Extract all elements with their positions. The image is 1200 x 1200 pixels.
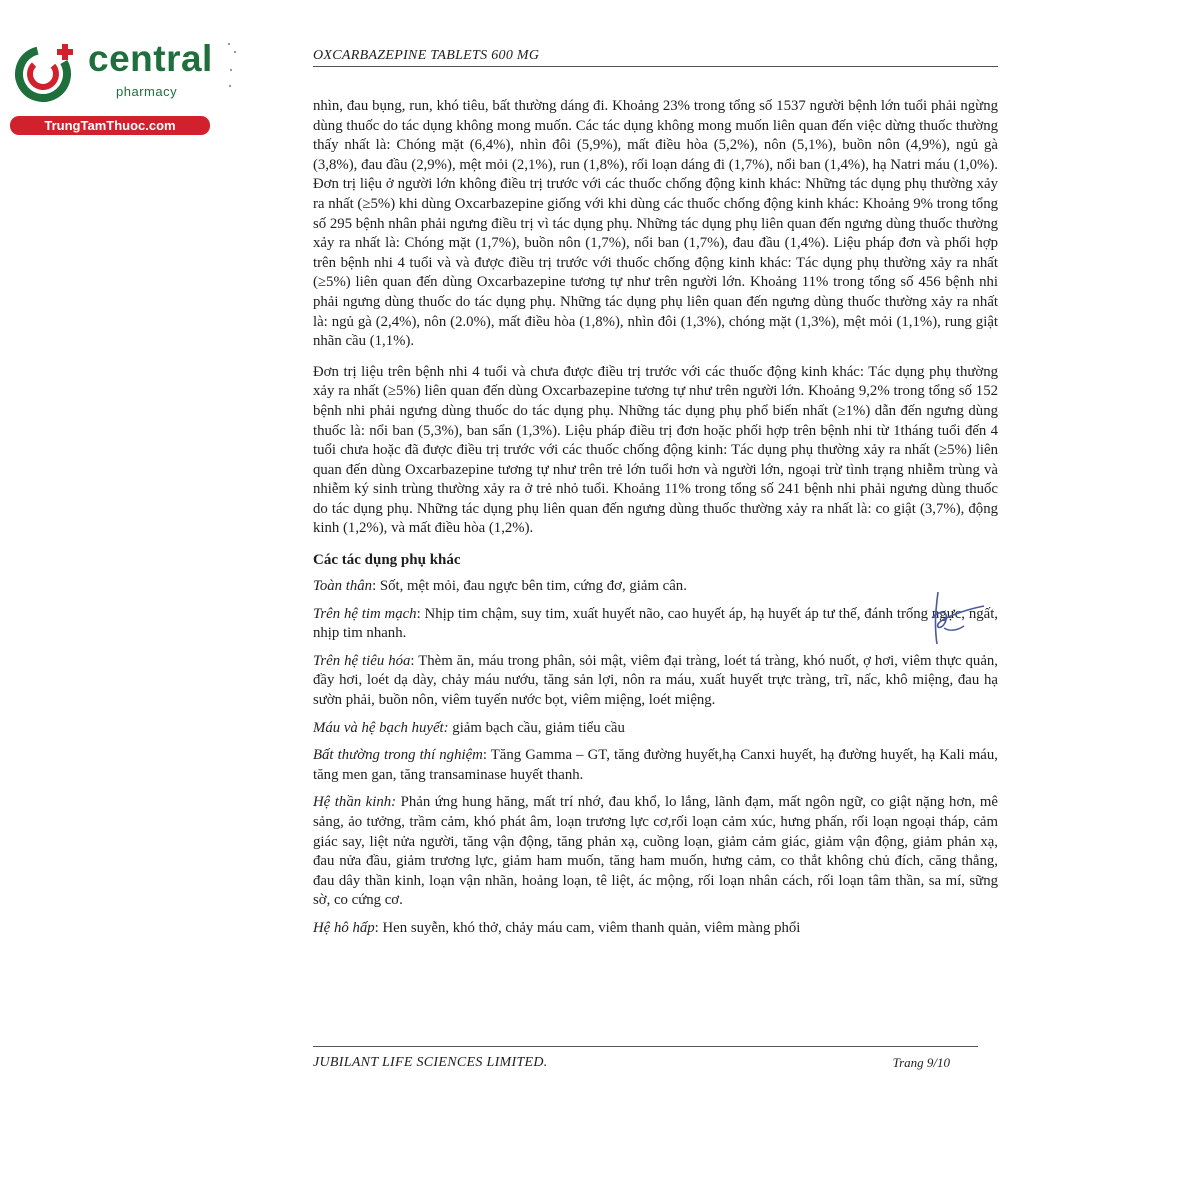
side-effect-lab-abnormalities: Bất thường trong thí nghiệm: Tăng Gamma – GT, tăng đường huyết,hạ Canxi huyết, hạ đường huyết, hạ Kali máu, tăng men gan, tăng transaminase huyết thanh.	[313, 747, 998, 783]
paragraph-adult-side-effects: nhìn, đau bụng, run, khó tiêu, bất thường dáng đi. Khoảng 23% trong tổng số 1537 người bệnh lớn tuổi phải ngừng dùng thuốc do tác dụng không mong muốn. Các tác dụng không mong muốn liên quan đến việc dừng thuốc thường thấy nhất là: Chóng mặt (6,4%), nhìn đôi (5,9%), mất điều hòa (5,2%), nôn (5,1%), buồn nôn (4,9%), ngủ gà (3,8%), đau đầu (2,9%), mệt mỏi (2,1%), run (1,8%), rối loạn dáng đi (1,7%), nổi ban (1,4%), hạ Natri máu (1,0%). Đơn trị liệu ở người lớn không điều trị trước với các thuốc chống động kinh khác: Những tác dụng phụ thường xảy ra nhất (≥5%) khi dùng Oxcarbazepine giống với khi dùng các thuốc chống động kinh khác: Khoảng 9% trong tổng số 295 bệnh nhân phải ngưng điều trị vì tác dụng phụ. Những tác dụng phụ liên quan đến ngưng dùng thuốc thường xảy ra nhất là: Chóng mặt (1,7%), buồn nôn (1,7%), nổi ban (1,7%), đau đầu (1,4%). Liệu pháp đơn và phối hợp trên bệnh nhi 4 tuổi và và được điều trị trước với thuốc chống động kinh khác: Tác dụng phụ thường xảy ra nhất (≥5%) liên quan đến dùng Oxcarbazepine tương tự như trên người lớn. Khoảng 11% trong tổng số 456 bệnh nhi phải ngưng dùng thuốc do tác dụng phụ. Những tác dụng phụ liên quan đến ngưng dùng thuốc thường xảy ra nhất là: ngủ gà (2,4%), nôn (2.0%), mất điều hòa (1,8%), nhìn đôi (1,3%), chóng mặt (1,3%), mệt mỏi (1,1%), rung giật nhãn cầu (1,1%).	[313, 98, 998, 350]
central-pharmacy-logo	[10, 36, 215, 138]
page-number: Trang 9/10	[892, 1055, 950, 1070]
logo-website-banner: TrungTamThuoc.com	[10, 116, 210, 135]
side-effect-text: Nhịp tim chậm, suy tim, xuất huyết não, cao huyết áp, hạ huyết áp tư thế, đánh trống ngực, ngất, nhịp tim nhanh.	[313, 605, 998, 642]
side-effect-digestive: Trên hệ tiêu hóa: Thèm ăn, máu trong phân, sỏi mật, viêm đại tràng, loét tá tràng, khó nuốt, ợ hơi, viêm thực quản, đầy hơi, loét dạ dày, chảy máu nướu, tăng sản lợi, nôn ra máu, xuất huyết trực tràng, trĩ, nấc, khô miệng, đau hạ sườn phải, buồn nôn, viêm tuyến nước bọt, viêm miệng, loét miệng.	[313, 652, 998, 709]
section-title-other-side-effects: Các tác dụng phụ khác	[313, 552, 461, 569]
side-effect-text: Thèm ăn, máu trong phân, sỏi mật, viêm đại tràng, loét tá tràng, khó nuốt, ợ hơi, viêm thực quản, đầy hơi, loét dạ dày, chảy máu nướu, tăng sản lợi, nôn ra máu, xuất huyết trực tràng, trĩ, nấc, khô miệng, đau hạ sườn phải, buồn nôn, viêm tuyến nước bọt, viêm miệng, loét miệng.	[313, 652, 998, 709]
side-effect-respiratory: Hệ hô hấp: Hen suyễn, khó thở, chảy máu cam, viêm thanh quản, viêm màng phổi	[313, 919, 801, 936]
side-effect-blood	[313, 719, 998, 739]
side-effect-label: Máu và hệ bạch huyết:	[313, 719, 449, 736]
side-effect-text: Phản ứng hung hăng, mất trí nhớ, đau khổ, lo lắng, lãnh đạm, mất ngôn ngữ, co giật nặng hơn, mê sảng, ảo tưởng, trầm cảm, khó phát âm, loạn trương lực cơ,rối loạn cảm xúc, hưng phấn, rối loạn ngoại tháp, cảm giác say, liệt nửa người, tăng vận động, tăng phản xạ, cuồng loạn, giảm cảm giác, giảm vận động, giảm phản xạ, đau nửa đầu, giảm trương lực, giảm ham muốn, tăng ham muốn, hưng cảm, co thắt không chủ đích, căng thẳng, đau dây thần kinh, loạn vận nhãn, hoảng loạn, tê liệt, ác mộng, rối loạn nhân cách, rối loạn tâm thần, sa mí, sững sờ, co cứng cơ.	[313, 794, 998, 909]
paragraph-pediatric-side-effects: Đơn trị liệu trên bệnh nhi 4 tuổi và chưa được điều trị trước với các thuốc động kinh khác: Tác dụng phụ thường xảy ra nhất (≥5%) liên quan đến dùng Oxcarbazepine tương tự như trên người lớn. Khoảng 9,2% trong tổng số 152 bệnh nhi phải ngưng dùng thuốc do tác dụng phụ. Những tác dụng phụ phổ biến nhất (≥1%) dẫn đến ngưng dùng thuốc là: nổi ban (5,3%), ban sẩn (1,3%). Liệu pháp điều trị đơn hoặc phối hợp trên bệnh nhi từ 1tháng tuổi đến 4 tuổi chưa hoặc đã được điều trị trước với các thuốc chống động kinh: Tác dụng phụ thường xảy ra nhất (≥5%) liên quan đến dùng Oxcarbazepine tương tự như trên trẻ lớn tuổi hơn và người lớn, ngoại trừ tình trạng nhiễm trùng và nhiễm ký sinh trùng thường xảy ra ở trẻ nhỏ tuổi. Khoảng 11% trong tổng số 241 bệnh nhi phải ngưng dùng thuốc do tác dụng phụ. Những tác dụng phụ liên quan đến ngưng dùng thuốc thường xảy ra nhất là: co giật (3,7%), động kinh (1,2%), và mất điều hòa (1,2%).	[313, 363, 998, 537]
side-effect-label: Hệ thần kinh:	[313, 794, 397, 811]
side-effect-nervous-system	[313, 793, 998, 911]
document-body	[313, 97, 998, 947]
decorative-dots-icon	[226, 40, 238, 90]
side-effect-text: giảm bạch cầu, giảm tiểu cầu	[452, 719, 625, 736]
side-effect-label: Trên hệ tim mạch	[313, 605, 417, 622]
footer-company: JUBILANT LIFE SCIENCES LIMITED.	[313, 1055, 548, 1070]
side-effect-label: Bất thường trong thí nghiệm	[313, 747, 483, 764]
side-effect-text: Sốt, mệt mỏi, đau ngực bên tim, cứng đơ, giảm cân.	[379, 578, 687, 595]
signature-icon	[924, 588, 990, 648]
side-effect-label: Trên hệ tiêu hóa	[313, 652, 411, 669]
document-footer	[313, 1046, 978, 1070]
side-effect-label: Hệ hô hấp	[313, 919, 375, 936]
pharmacy-logo-icon	[10, 38, 80, 104]
logo-subtitle: pharmacy	[116, 84, 178, 99]
logo-name: central	[88, 38, 213, 79]
document-header: OXCARBAZEPINE TABLETS 600 MG	[313, 48, 998, 67]
side-effect-general: Toàn thân: Sốt, mệt mỏi, đau ngực bên tim, cứng đơ, giảm cân.	[313, 578, 687, 595]
side-effect-text: Tăng Gamma – GT, tăng đường huyết,hạ Canxi huyết, hạ đường huyết, hạ Kali máu, tăng men gan, tăng transaminase huyết thanh.	[313, 747, 998, 783]
side-effect-cardiovascular: Trên hệ tim mạch: Nhịp tim chậm, suy tim, xuất huyết não, cao huyết áp, hạ huyết áp tư thế, đánh trống ngực, ngất, nhịp tim nhanh.	[313, 605, 998, 642]
side-effect-text: Hen suyễn, khó thở, chảy máu cam, viêm thanh quản, viêm màng phổi	[382, 919, 801, 936]
side-effect-label: Toàn thân	[313, 578, 373, 595]
